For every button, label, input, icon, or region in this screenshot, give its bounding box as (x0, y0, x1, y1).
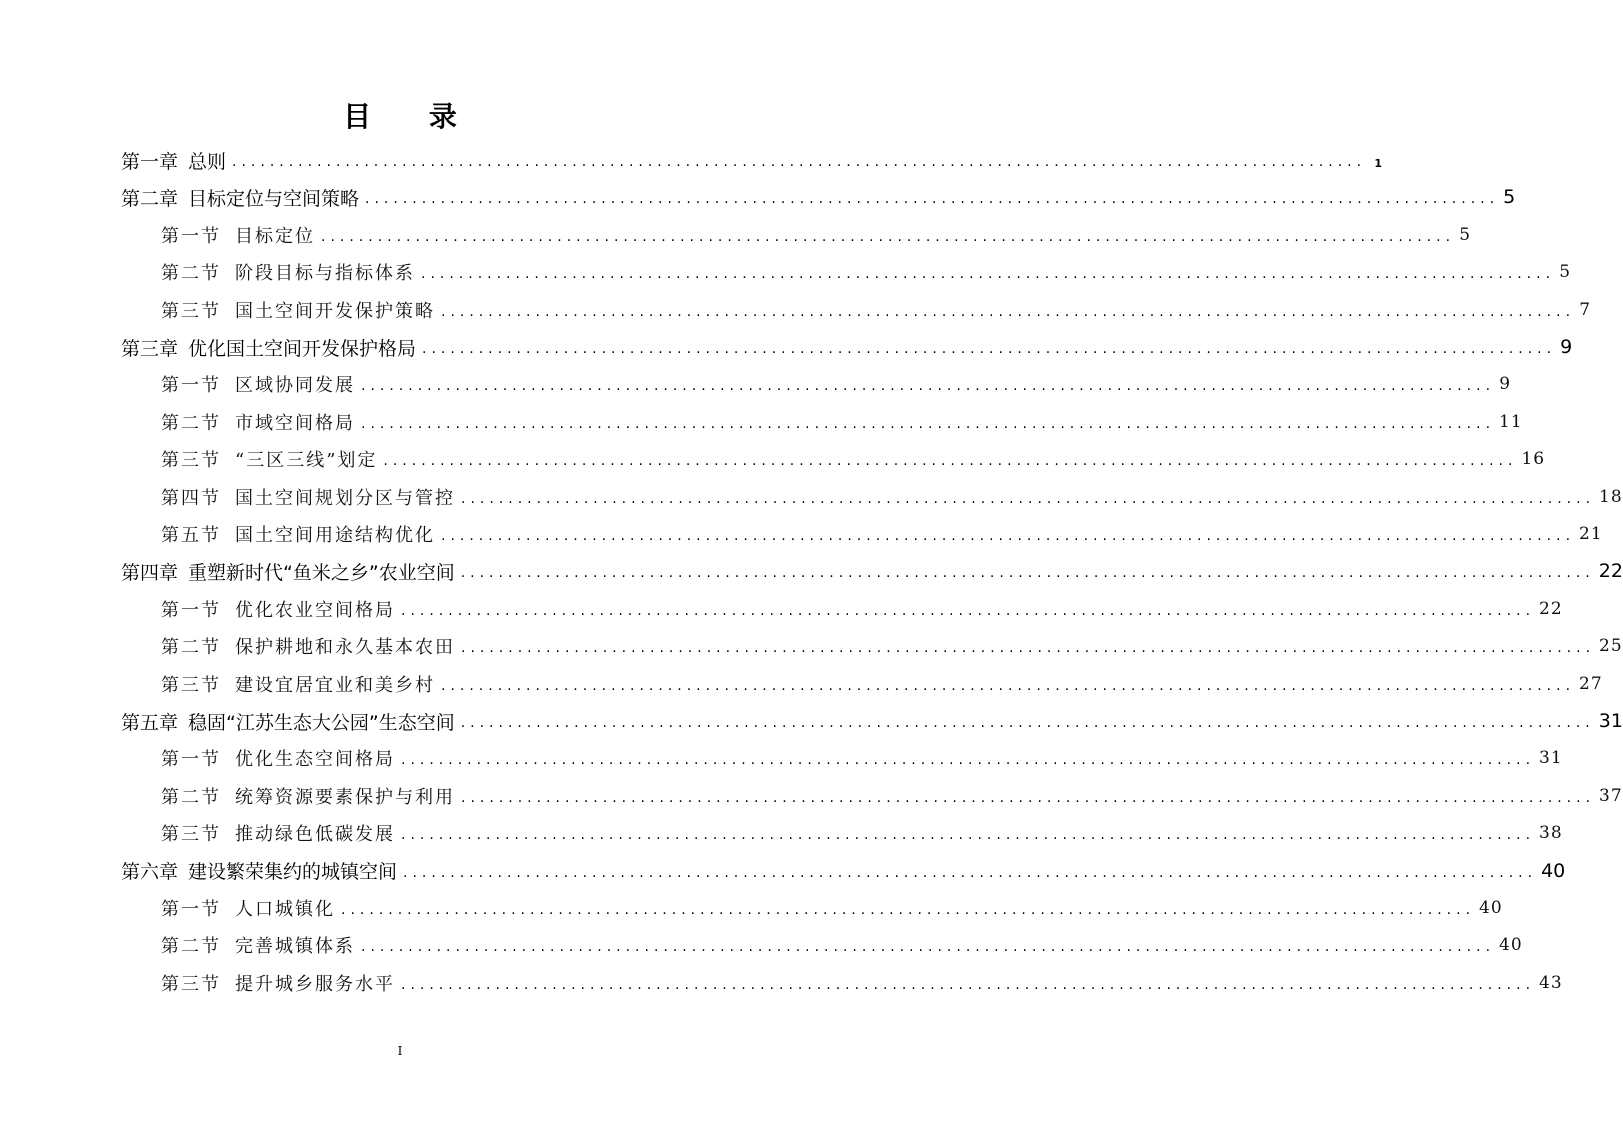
footer-page-number: I (397, 1044, 403, 1058)
toc-section-entry[interactable] (161, 254, 1572, 290)
toc-entry-number: 第一节 (161, 599, 221, 621)
toc-page-number: 31 (1598, 710, 1623, 732)
toc-chapter-entry[interactable] (121, 853, 1566, 889)
toc-page-number: 9 (1560, 336, 1573, 358)
toc-section-entry[interactable] (161, 628, 1623, 664)
toc-entry-number: 第二节 (161, 936, 221, 958)
toc-entry-number: 第二节 (161, 263, 221, 285)
toc-page-number: 5 (1559, 262, 1572, 283)
toc-dot-leader: ........................................................................................................................ (441, 303, 1576, 320)
toc-page-number: 40 (1479, 898, 1503, 918)
toc-chapter-entry[interactable] (121, 703, 1623, 739)
toc-page-number: 40 (1541, 859, 1566, 882)
toc-entry-number: 第三节 (161, 300, 221, 322)
toc-entry-number: 第二节 (161, 412, 221, 434)
toc-section-entry[interactable] (161, 516, 1603, 552)
toc-entry-number: 第一节 (161, 225, 221, 247)
toc-dot-leader: ........................................................................................................................ (460, 715, 1595, 731)
toc-entry-title: 人口城镇化 (235, 899, 335, 920)
toc-section-entry[interactable] (161, 666, 1603, 702)
toc-section-entry[interactable] (161, 815, 1563, 851)
toc-section-entry[interactable] (161, 217, 1472, 253)
toc-page-number: 9 (1499, 374, 1512, 395)
toc-page-number: 27 (1579, 673, 1603, 694)
toc-entry-number: 第四节 (161, 487, 221, 509)
toc-page-number: 31 (1539, 748, 1563, 769)
toc-entry-title: 重塑新时代“鱼米之乡”农业空间 (188, 561, 455, 584)
toc-page-number: 16 (1521, 449, 1546, 470)
toc-entry-label (161, 633, 455, 659)
toc-dot-leader: ........................................................................................................................ (401, 827, 1536, 844)
toc-entry-label (161, 259, 415, 285)
toc-section-entry[interactable] (161, 927, 1523, 963)
toc-section-entry[interactable] (161, 965, 1563, 1001)
toc-section-entry[interactable] (161, 441, 1546, 477)
toc-entry-number: 第三章 (121, 337, 179, 360)
toc-dot-leader: ........................................................................................................................ (422, 341, 1557, 357)
toc-entry-number: 第四章 (121, 561, 179, 584)
toc-dot-leader: ........................................................................................................................ (461, 789, 1596, 806)
toc-entry-title: 市域空间格局 (235, 412, 355, 434)
toc-entry-label (161, 521, 435, 547)
toc-dot-leader: ........................................................................................................................ (421, 266, 1556, 283)
toc-entry-label (161, 484, 455, 510)
toc-entry-title: 完善城镇体系 (235, 936, 355, 958)
toc-entry-title: 总则 (188, 150, 227, 173)
toc-entry-number: 第二节 (161, 786, 221, 808)
toc-entry-label (161, 371, 355, 397)
toc-dot-leader: ........................................................................................................................ (361, 939, 1496, 956)
toc-dot-leader: ........................................................................................................................ (461, 490, 1596, 507)
toc-section-entry[interactable] (161, 740, 1563, 776)
toc-page-number: 22 (1598, 560, 1623, 583)
toc-dot-leader: ........................................................................................................................ (341, 902, 1476, 918)
toc-entry-label (161, 596, 395, 622)
toc-entry-title: 建设宜居宜业和美乡村 (235, 674, 435, 696)
toc-entry-title: 国土空间开发保护策略 (235, 300, 435, 322)
toc-entry-number: 第五节 (161, 525, 221, 546)
toc-dot-leader: ........................................................................................................................ (401, 602, 1536, 619)
toc-page-number: 7 (1579, 299, 1592, 320)
toc-page-number: 40 (1499, 935, 1523, 956)
toc-entry-title: 稳固“江苏生态大公园”生态空间 (188, 711, 455, 734)
toc-dot-leader: ........................................................................................................................ (361, 378, 1496, 395)
toc-dot-leader: ........................................................................................................................ (232, 154, 1367, 170)
toc-entry-number: 第一节 (161, 899, 221, 920)
toc-entry-title: 保护耕地和永久基本农田 (235, 637, 455, 659)
toc-entry-title: 目标定位 (235, 225, 315, 247)
toc-entry-label (121, 857, 397, 884)
toc-entry-label (161, 745, 395, 771)
toc-entry-label (121, 708, 455, 735)
toc-entry-number: 第一节 (161, 375, 221, 397)
toc-entry-label (161, 671, 435, 697)
toc-entry-title: 推动绿色低碳发展 (235, 824, 395, 846)
toc-entry-label (121, 147, 226, 174)
toc-dot-leader: ........................................................................................................................ (403, 864, 1538, 881)
toc-page-number: 43 (1539, 972, 1563, 993)
toc-chapter-entry[interactable] (121, 329, 1573, 365)
toc-entry-title: 优化农业空间格局 (235, 599, 395, 621)
toc-page-number: 11 (1499, 411, 1523, 432)
toc-entry-title: 目标定位与空间策略 (188, 187, 360, 210)
toc-entry-title: 提升城乡服务水平 (235, 973, 395, 995)
toc-entry-title: 优化国土空间开发保护格局 (188, 337, 417, 360)
toc-entry-number: 第一章 (121, 150, 179, 173)
toc-page-number: 22 (1539, 598, 1563, 619)
toc-dot-leader: ........................................................................................................................ (461, 640, 1596, 657)
toc-dot-leader: ........................................................................................................................ (383, 453, 1518, 470)
toc-entry-label (121, 184, 359, 211)
toc-section-entry[interactable] (161, 479, 1623, 515)
toc-page-number: 21 (1579, 524, 1603, 544)
toc-section-entry[interactable] (161, 591, 1563, 627)
toc-chapter-entry[interactable] (121, 142, 1383, 178)
toc-dot-leader: ........................................................................................................................ (441, 677, 1576, 694)
toc-entry-title: 国土空间用途结构优化 (235, 525, 435, 546)
toc-entry-label (161, 222, 315, 248)
toc-entry-number: 第三节 (161, 824, 221, 846)
toc-entry-number: 第一节 (161, 749, 221, 771)
toc-page-number: 1 (1374, 157, 1383, 170)
toc-entry-label (161, 409, 355, 435)
toc-entry-title: “三区三线”划定 (235, 450, 378, 472)
toc-entry-number: 第六章 (121, 861, 179, 884)
toc-chapter-entry[interactable] (121, 553, 1623, 589)
toc-dot-leader: ........................................................................................................................ (441, 528, 1576, 544)
toc-page-number: 38 (1539, 823, 1563, 844)
toc-entry-label (161, 446, 377, 472)
toc-dot-leader: ........................................................................................................................ (321, 228, 1456, 245)
toc-entry-label (121, 558, 455, 585)
toc-entry-number: 第五章 (121, 711, 179, 734)
toc-entry-number: 第二节 (161, 637, 221, 659)
toc-entry-title: 优化生态空间格局 (235, 749, 395, 771)
toc-entry-title: 建设繁荣集约的城镇空间 (188, 861, 398, 884)
toc-entry-title: 统筹资源要素保护与利用 (235, 786, 455, 808)
toc-page-number: 18 (1599, 486, 1623, 507)
toc-entry-title: 区域协同发展 (235, 375, 355, 397)
toc-page-number: 5 (1503, 186, 1516, 209)
toc-entry-title: 国土空间规划分区与管控 (235, 487, 455, 509)
toc-section-entry[interactable] (161, 890, 1503, 926)
toc-entry-label (161, 783, 455, 809)
toc-section-entry[interactable] (161, 366, 1512, 402)
toc-dot-leader: ........................................................................................................................ (361, 415, 1496, 432)
toc-section-entry[interactable] (161, 404, 1523, 440)
toc-page-number: 37 (1599, 785, 1623, 806)
toc-page-number: 5 (1459, 224, 1472, 245)
toc-entry-number: 第三节 (161, 973, 221, 995)
toc-entry-label (121, 334, 416, 361)
toc-entry-label (161, 297, 435, 323)
toc-section-entry[interactable] (161, 778, 1623, 814)
toc-entry-label (161, 895, 335, 921)
toc-dot-leader: ........................................................................................................................ (460, 565, 1595, 582)
toc-entry-label (161, 820, 395, 846)
toc-entry-number: 第三节 (161, 674, 221, 696)
toc-entry-number: 第三节 (161, 450, 221, 472)
toc-page-number: 25 (1599, 636, 1623, 657)
toc-entry-label (161, 932, 355, 958)
toc-section-entry[interactable] (161, 292, 1592, 328)
toc-entry-title: 阶段目标与指标体系 (235, 263, 415, 285)
toc-entry-number: 第二章 (121, 187, 179, 210)
page-title: 目 录 (343, 100, 481, 133)
toc-entry-label (161, 970, 395, 996)
toc-dot-leader: ........................................................................................................................ (365, 191, 1500, 208)
toc-dot-leader: ........................................................................................................................ (401, 752, 1536, 769)
toc-dot-leader: ........................................................................................................................ (401, 976, 1536, 993)
toc-chapter-entry[interactable] (121, 179, 1516, 215)
